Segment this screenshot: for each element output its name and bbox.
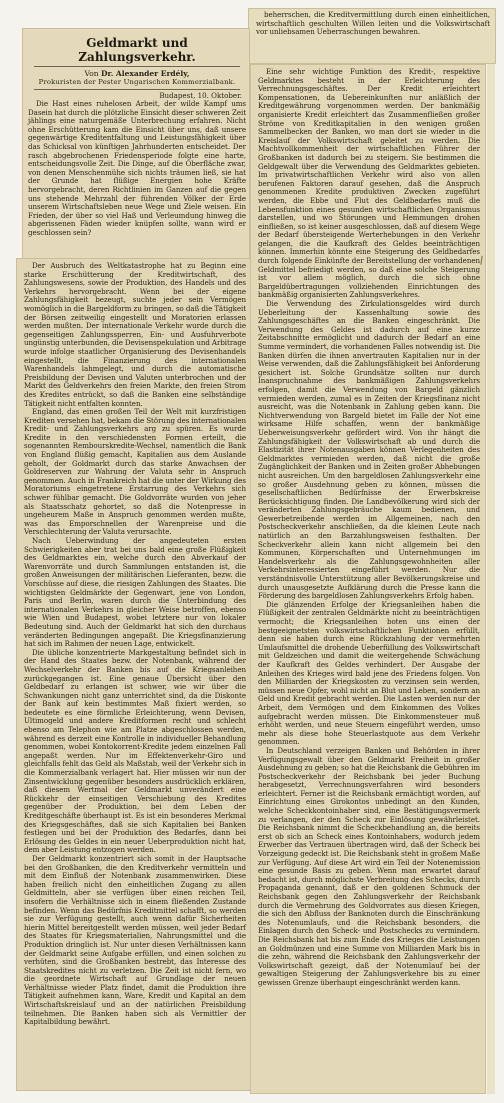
right-main-text [258, 68, 480, 988]
paragraph: Die glänzenden Erfolge der Kriegsanleihen haben die Flüßigkeit der zentralen Geldmärkte nicht zu beeinträchtigen vermocht; die Kriegsanleihen boten uns einen der bestgeeignetsten volkswirtschaftlichen Funktionen erfüllt, denn sie haben durch eine Rückzahlung der vermehrten Umlaufsmittel die drohende Ueberfüllung des Volkswirtschaft mit Geldzeichen und damit die weitergehende Schwächung der Kaufkraft des Geldes verhindert. Der Ausgabe der Anleihen des Krieges wird bald jene des Friedens folgen. Von den Milliarden der Kriegskosten zu verzinsen sein werden, müssen neue Opfer, wohl nicht an Blut und Leben, sondern an Geld und Kredit gebracht werden. Die Lasten werden nur der Arbeit, dem Vermögen und dem Einkommen des Volkes aufgebracht werden müssen. Die Einkommensteuer muß erhöht werden, und neue Steuern eingeführt werden, umso mehr als diese hohe Steuerlastquote aus dem Verkehr genommen. [258, 599, 480, 747]
clipping-left-top [22, 28, 250, 260]
left-top-text [28, 100, 246, 238]
paragraph: Der Ausbruch des Weltkatastrophe hat zu Beginn eine starke Erschütterung der Kreditwirtschaft, des Zahlungswesens, sowie der Produktion, des Handels und des Verkehrs hervorgebracht. Wenn bei der eigene Zahlungsfähigkeit bezeugt, suchte jeder sein Vermögen womöglich in die Bargeldform zu bringen, so daß die Tätigkeit der Börsen zeitweilig eingestellt und Moratorien erlassen werden mußten. Der internationale Verkehr wurde durch die gegenseitigen Zahlungssperren, Ein- und Ausfuhrverbote ungünstig unterbunden, die Devisenspekulation und Arbitrage wurde infolge staatlicher Organisierung des Devisenhandels eingestellt, die Finanzierung des internationalen Warenhandels lahmgelegt, und durch die automatische Preisbildung der Devisen und Valuten unterbrochen und der Markt des Geldverkehrs den freien Markte, den freien Strom des Kredites entrückt, so daß die Banken eine selbständige Tätigkeit nicht entfalten konnten. [24, 261, 246, 408]
author-name: Dr. Alexander Erdély, [100, 69, 190, 78]
paragraph: England, das einen großen Teil der Welt mit kurzfristigen Krediten versehen hat, bekam die Störung des internationalen Kredit- und Zahlungsverkehrs arg zu spüren. Es wurde Kredite in den verschiedensten Formen erteilt, die sogenannten Rembourskredite-Wechsel, namentlich die Bank von England flüßig gemacht, Kapitalien aus dem Auslande geholt, der Goldmarkt durch das starke Anwachsen der Goldreserven zur Wahrung der Valuta sehr in Anspruch genommen. Auch in Frankreich hat die unter der Wirkung des Moratoriums eingetretene Erstarrung des Verkehrs sich schwer fühlbar gemacht. Die Goldvorräte wurden von jeher als Staatsschatz gehortet, so daß die Notenpresse in ungeheurem Maße in Anspruch genommen werden mußte, was das Emporschnellen der Warenpreise und die Verschlechterung der Valuta verursachte. [24, 407, 246, 537]
paragraph: Die Hast eines ruhelosen Arbeit, der wilde Kampf ums Dasein hat durch die plötzliche Einsicht dieser schweren Zeit jählings eine naturgemäße Unterbrechung erfahren. Nicht ohne Erschütterung kam die Einsicht über uns, daß unsere gegenwärtige Kreditentfaltung und Leistungsfähigkeit über das Schicksal von künftigen Jahrhunderten entscheidet. Der rasch abgebrochenen Friedensperiode folgte eine harte, entscheidungsvolle Zeit. Die Dinge, auf die Oberfläche zwar, von denen Menschenmühe sich nichts träumen ließ, sie hat der Grunde hat flüßige Energien hohe Kräfte hervorgebracht, deren Richtlinien im Ganzen auf die gegen uns stehende Mehrzahl der führenden Völker der Erde unserem Wirtschaftsleben neue Wege und Ziele weisen. Ein Frieden, der über so viel Haß und Verleumdung hinweg die abgerissenen Fäden wieder knüpfen sollte, wann wird er geschlossen sein? [28, 99, 246, 237]
right-top-text [256, 11, 490, 37]
byline-prefix: Von [84, 69, 99, 78]
article-title: Geldmarkt und Zahlungsverkehr. [78, 36, 196, 64]
clipping-right-main [250, 64, 486, 1094]
paragraph: beherrschen, die Kreditvermittlung durch einen einheitlichen, wirtschaftlich geschulten Willen leiten und die Volkswirtschaft vor unliebsamen Ueberraschungen bewahren. [256, 10, 490, 37]
paper-edge [487, 64, 495, 1094]
clipping-right-top [248, 8, 496, 64]
paragraph: Die Verwendung des Zirkulationsgeldes wird durch Ueberleitung der Kassenhaltung sowie des Zahlungsgeschäftes an die Banken eingeschränkt. Die Verwendung des Geldes ist dadurch auf eine kurze Zeitabschnitte ermöglicht und dadurch der Bedarf an eine Summe vermindert, die vorhandenen Falles notwendig ist. Die Banken dürfen die ihnen anvertrauten Kapitalien nur in der Weise verwenden, daß die Zahlungsfähigkeit bei Anforderung gesichert ist. Solche Grundsätze sollten nur durch Inanspruchnahme des bankmäßigen Zahlungsverkehrs erfolgen, damit die Verwendung von Bargeld gänzlich vermieden werden, zumal es in Zeiten der Kriegsfinanz nicht ausreicht, was die Notenbank in Zahlung geben kann. Die Nichtverwendung von Bargeld bietet im Falle der Not eine wirksame Hilfe schaffen, wenn der bankmäßige Ueberweisungsverkehr gefördert wird. Von ihr hängt die Zahlungsfähigkeit der Volkswirtschaft ab und durch die Elastizität ihrer Notenausgaben können Verlegenheiten des Geldmarktes vermieden werden, daß nicht die große Zugänglichkeit der Banken und in Zeiten großer Abhebungen nicht ausreichen. Um den bargeldlosen Zahlungsverkehr eine so großer Ausdehnung geben zu können, müssen die gesellschaftlichen Bedürfnisse der Erwerbskreise Berücksichtigung finden. Die Landbevölkerung wird sich der veränderten Zahlungsgebräuche kaum bedienen, und Gewerbetreibende werden im Allgemeinen, nach den Postscheckverkehr anschließen, da die kleinen Leute nach natürlich an den Barzahlungsweisen festhalten. Der Scheckverkehr allein kann nicht allgemein bei den Kommunen, Körperschaften und Unternehmungen im Handelsverkehr als die Zahlungsgewohnheiten aller Verkehrsinteressierten eingeführt werden. Nur die verständnisvolle Unterstützung aller Bevölkerungskreise und durch unausgesetzte Aufklärung durch die Presse kann die Förderung des bargeldlosen Zahlungsverkehrs Erfolg haben. [258, 299, 480, 601]
dateline: Budapest, 10. Oktober. [159, 90, 242, 100]
paragraph: Die übliche konzentrierte Markgestaltung befindet sich in der Hand des Staates bezw. der Notenbank, während der Wechselverkehr der Banken bis auf die Kriegsanleihen zurückgegangen ist. Eine genaue Übersicht über den Geldbedarf zu erlangen ist schwer, wie wir über die Schwankungen nicht ganz unterrichtet sind, da die Diskonte der Bank auf kein bestimmtes Maß fixiert werden, so bedeutete es eine förmliche Erleichterung, wenn Devisen, Ultimogeld und andere Kreditformen recht und schlecht ebenso am Telephon wie am Platze abgeschlossen werden, während es derzeit eine Kontrolle in individueller Behandlung genommen, wobei Kontokorrent-Kredite jedem einzelnen Fall angepaßt werden. Nur im Effektenverkehr-Giro und gleichfalls fehlt das Geld als Maßstab, weil der Verkehr sich in die Kommerzialbank verlagert hat. Hier müssen wir nun der Zinsentwicklung gegenüber besonders ausdrücklich erklären, daß diesem Wertmal der Geldmarkt unverändert eine Rückkehr der einseitigen Verschiebung des Kredites gegenüber der Produktion, bei dem Leben der Kreditgeschäfte überhaupt ist. Es ist ein besonderes Merkmal des Kriegsgeschäftes, daß sie sich Kapitalien bei Banken festlegen und bei der Produktion des Bedarfes, dann bei Erlösung des Geldes in ein neuer Ueberproduktion nicht hat, dem aber Leistung entzogen werden. [24, 647, 246, 855]
left-bottom-text [24, 262, 246, 1027]
paragraph: Eine sehr wichtige Funktion des Kredit-, respektive Geldmarktes besteht in der Erleichterung des Verrechnungsgeschäftes. Der Kredit erleichtert Kompensationen, da Uebereinkunften nur anläßlich der Kreditgewährung vorgenommen werden. Der bankmäßig organisierte Kredit erleichtert das Zusammenfließen großer Ströme von Kreditkapitalien in den wenigen großen Sammelbecken der Banken, wo man dort sie wieder in die Kreislauf der Volkswirtschaft geleitet zu werden. Die Machtvollkommenheit der wirtschaftlichen Führer der Großbanken ist dadurch bei zu steigern. Sie bestimmen die Geldgewalt über die Verwendung des Geldmarktes gebieten. Im privatwirtschaftlichen Verkehr wird also von allen berufenen Faktoren darauf gesehen, daß die Anspruch genommenen Kredite produktiven Zwecken zugeführt werden, die Ebbe und Flut des Geldbedarfes muß die Lebensfunktion eines gesunden wirtschaftlichen Organismus darstellen, und wo Störungen und Hemmungen drohen einfließen, so ist keiner ausgeschlossen, daß auf diesem Wege der Bedarf übersteigende Werterhebungen in den Verkehr gelangen, die die Kaufkraft des Geldes beeinträchtigen können. Immerhin könnte eine Steigerung des Geldbedarfes durch folgende Einkünfte der Bereitstellung der vorhandenen Geldmittel befriedigt werden, so daß eine solche Steigerung ist vor allem möglich, durch die sich ohne Bargeldübertragungen vollziehenden Einrichtungen des bankmäßig organisierten Zahlungsverkehres. [258, 67, 480, 300]
article-header [28, 32, 246, 238]
byline [28, 69, 246, 78]
clipping-left-bottom [16, 258, 252, 1091]
header-rule [34, 89, 240, 90]
paragraph: Der Geldmarkt konzentriert sich somit in der Hauptsache bei den Großbanken, die den Kreditverkehr vermitteln und mit dem Einfluß der Notenbank zusammenwirken. Diese haben freilich nicht den einheitlichen Zugang zu allen Geldmitteln, aber sie verfügen über einen reichen Teil, insofern die Verhältnisse sich in einem fließenden Zustande befinden. Wenn das Bedürfnis Kreditmittel schafft, so werden sie zur Verfügung gestellt, auch wenn dafür Sicherheiten hierin Mittel bereitgestellt werden müssen, weil jeder Bedarf des Staates für Kriegsmaterialien, Nahrungsmittel und die Produktion dringlich ist. Nur unter diesen Verhältnissen kann der Geldmarkt seine Aufgabe erfüllen, und einen solchen zu verhüten, sind die Großbanken bestrebt, das Interesse des Staatskredites nicht zu verletzen. Die Zeit ist nicht fern, wo die geordnete Wirtschaft auf Grundlage der neuen Verhältnisse wieder Platz findet, damit die Produktion ihre Tätigkeit aufnehmen kann, Ware, Kredit und Kapital an dem Wirtschaftskreislauf und an der natürlichen Preisbildung teilnehmen. Die Banken haben sich als Vermittler der Kapitalbildung bewährt. [24, 853, 246, 1027]
author-title: Prokuristen der Pester Ungarischen Kommerzialbank. [38, 78, 236, 86]
title-rule [34, 66, 240, 67]
paragraph: In Deutschland verzeigen Banken und Behörden in ihrer Verfügungsgewalt über den Geldmarkt Freiheit in großer Ausdehnung zu geben; so hat die Reichsbank die Gebühren im Postscheckverkehr der Reichsbank bei jeder Buchung herabgesetzt, Verrechnungsverfahren wird besonders erleichtert. Ferner ist die Reichsbank ermächtigt worden, auf Einrichtung eines Girokontos unbedingt an den Kunden, welche Scheckkontoinhaber sind, eine Bestätigungsvermerk zu verlangen, der den Scheck zur Einlösung gewährleistet. Die Reichsbank nimmt die Scheckbehandlung an, die bereits erst ob sich an Scheck eines Kontoinhabers, wodurch jedem Erwerber das Vertrauen übertragen wird, daß der Scheck bei Vorzeigung gedeckt ist. Die Reichsbank steht in großem Maße zur Verfügung. Auf diese Art wird ein Teil der Notenemission eine gesunde Basis zu geben. Wenn man erwartet darauf bedacht ist, durch möglichste Verbreitung des Schecks, durch Propaganda genannt, daß er den goldenen Schmuck der Reichsbank gegen den Zahlungsverkehr der Reichsbank durch die Vermehrung des Goldvorrates aus diesen Kriegen, die sich den Abfluss der Banknoten durch die Einschränkung des Notenumlaufs, und die Reichsbank besonders, die Einlagen durch den Scheck- und Postschecks zu vermindern. Die Reichsbank hat bis zum Ende des Krieges die Leistungen an Goldmünzen und eine Summe von Milliarden Mark bis in die zehn, während die Reichsbank den Zahlungsverkehr der Volkswirtschaft gezeigt, daß der Notenumlauf bei der gewaltigen Steigerung der Zahlungsverkehre bis zu einer gewissen Grenze überhaupt eingeschränkt werden kann. [258, 745, 480, 987]
paragraph: Nach Ueberwindung der angedeuteten ersten Schwierigkeiten aber trat bei uns bald eine große Flüßigkeit des Geldmarktes ein, welche durch den Abverkauf der Warenvorräte und durch Sammlungen entstanden ist, die großen Anweisungen der militärischen Lieferanten, bezw. die Vorschüsse auf diese, die riesigen Zahlungen des Staates. Die wichtigsten Geldmärkte der Gegenwart, jene von London, Paris und Berlin, waren durch die Unterbindung des internationalen Verkehrs in gleicher Weise betroffen, ebenso wie Wien und Budapest, wobei letztere nur von lokaler Bedeutung sind. Auch der Geldmarkt hat sich den durchaus veränderten Bedingungen angepaßt. Die Kriegsfinanzierung hat sich im Rahmen der neuen Lage, entwickelt. [24, 536, 246, 649]
